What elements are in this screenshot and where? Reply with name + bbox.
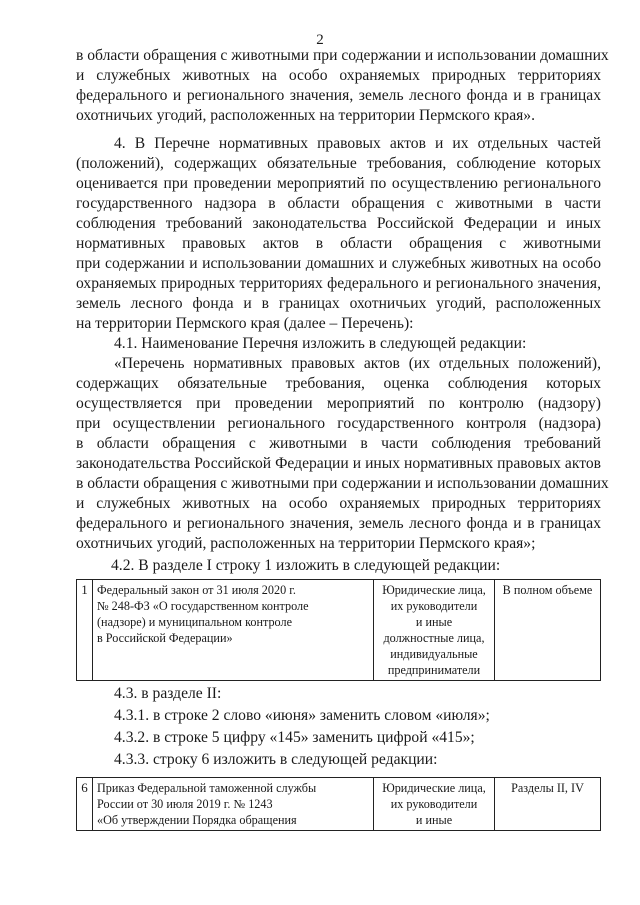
cell-text: и иные: [415, 813, 453, 827]
text-line: 4.3. в разделе II:: [114, 685, 222, 702]
text-line: земель лесного фонда и в границах охотничьих угодий, расположенных: [76, 295, 601, 312]
text-line: 4.3.1. в строке 2 слово «июня» заменить словом «июля»;: [114, 707, 490, 724]
cell-text: «Об утверждении Порядка обращения: [97, 813, 297, 827]
text-line: и служебных животных на особо охраняемых природных территориях: [76, 67, 601, 84]
page-number: 2: [316, 32, 324, 48]
table-row: [77, 778, 601, 831]
text-line: 4.3.2. в строке 5 цифру «145» заменить цифрой «415»;: [114, 729, 475, 746]
text-line: в области обращения с животными в части соблюдения требований: [76, 435, 601, 452]
text-line: охотничьих угодий, расположенных на территории Пермского края».: [76, 107, 536, 124]
cell-text: индивидуальные: [390, 647, 478, 661]
text-line: 4.2. В разделе I строку 1 изложить в следующей редакции:: [111, 557, 501, 574]
table-section-2: [76, 777, 601, 831]
text-line: и служебных животных на особо охраняемых природных территориях: [76, 495, 601, 512]
scope-cell: Разделы II, IV: [495, 778, 601, 831]
scope-cell: В полном объеме: [495, 580, 601, 681]
cell-text: (надзоре) и муниципальном контроле: [97, 615, 292, 629]
text-line: в области обращения с животными при содержании и использовании домашних: [76, 475, 609, 492]
row-number-cell: 6: [77, 778, 93, 831]
text-line: на территории Пермского края (далее – Перечень):: [76, 315, 414, 332]
text-line: федерального и регионального значения, земель лесного фонда и в границах: [76, 87, 601, 104]
text-line: оценивается при проведении мероприятий по осуществлению регионального: [76, 175, 601, 192]
cell-text: Федеральный закон от 31 июля 2020 г.: [97, 583, 296, 597]
cell-text: их руководители: [390, 797, 478, 811]
text-line: соблюдения требований законодательства Российской Федерации и иных: [76, 215, 601, 232]
table-section-1: [76, 579, 601, 681]
text-line: (положений), содержащих обязательные требования, соблюдение которых: [76, 155, 601, 172]
cell-text: № 248-ФЗ «О государственном контроле: [97, 599, 309, 613]
table-row: [77, 580, 601, 681]
legal-act-cell: [93, 580, 374, 681]
cell-text: их руководители: [390, 599, 478, 613]
text-line: при осуществлении регионального государственного контроля (надзора): [76, 415, 601, 432]
subjects-cell: [374, 778, 495, 831]
text-line: при содержании и использовании домашних и служебных животных на особо: [76, 255, 601, 272]
text-line: содержащих обязательные требования, оценка соблюдения которых: [76, 375, 601, 392]
cell-text: предприниматели: [387, 663, 481, 677]
row-number-cell: 1: [77, 580, 93, 681]
text-line: 4.3.3. строку 6 изложить в следующей редакции:: [114, 751, 438, 768]
cell-text: России от 30 июля 2019 г. № 1243: [97, 797, 273, 811]
text-line: федерального и регионального значения, земель лесного фонда и в границах: [76, 515, 601, 532]
legal-act-cell: [93, 778, 374, 831]
text-line: 4. В Перечне нормативных правовых актов и их отдельных частей: [114, 135, 601, 152]
text-line: законодательства Российской Федерации и иных нормативных правовых актов: [76, 455, 601, 472]
text-line: охотничьих угодий, расположенных на территории Пермского края»;: [76, 535, 536, 552]
cell-text: Юридические лица,: [382, 583, 486, 597]
subjects-cell: [374, 580, 495, 681]
cell-text: в Российской Федерации»: [97, 631, 233, 645]
cell-text: Юридические лица,: [382, 781, 486, 795]
text-line: 4.1. Наименование Перечня изложить в следующей редакции:: [114, 335, 527, 352]
text-line: «Перечень нормативных правовых актов (их отдельных положений),: [114, 355, 601, 372]
text-line: охраняемых природных территориях федерального и регионального значения,: [76, 275, 601, 292]
text-line: в области обращения с животными при содержании и использовании домашних: [76, 47, 609, 64]
text-line: нормативных правовых актов в области обращения с животными: [76, 235, 601, 252]
text-line: государственного надзора в области обращения с животными в части: [76, 195, 601, 212]
cell-text: Приказ Федеральной таможенной службы: [97, 781, 317, 795]
cell-text: должностные лица,: [383, 631, 485, 645]
cell-text: и иные: [415, 615, 453, 629]
text-line: осуществляется при проведении мероприятий по контролю (надзору): [76, 395, 601, 412]
